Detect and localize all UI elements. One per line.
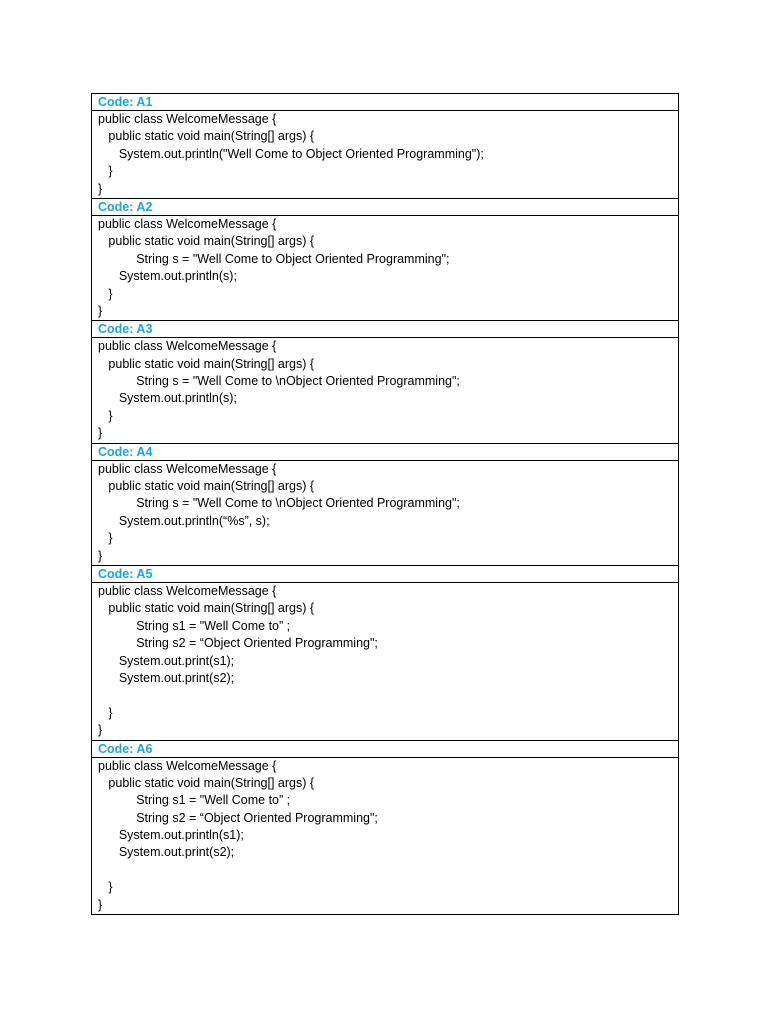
code-line: System.out.println(s1); [98, 828, 244, 843]
code-line: public static void main(String[] args) { [98, 234, 315, 249]
code-line: System.out.println(“%s”, s); [98, 513, 270, 528]
code-label: Code: A4 [92, 443, 679, 460]
code-block [92, 215, 679, 320]
code-line: System.out.println(s); [98, 391, 237, 406]
code-line: System.out.println(s); [98, 269, 237, 284]
code-body-row [92, 757, 679, 915]
code-label-row [92, 443, 679, 460]
code-line: public class WelcomeMessage { [98, 461, 277, 476]
code-label-row [92, 565, 679, 582]
code-line: public static void main(String[] args) { [98, 356, 315, 371]
code-label: Code: A5 [92, 565, 679, 582]
code-line: } [98, 531, 113, 546]
code-line: String s1 = "Well Come to” ; [98, 793, 291, 808]
code-line: } [98, 426, 103, 441]
code-line: public static void main(String[] args) { [98, 601, 315, 616]
code-body-row [92, 111, 679, 199]
code-line: } [98, 705, 113, 720]
code-block [92, 582, 679, 740]
code-block [92, 111, 679, 199]
code-label: Code: A2 [92, 198, 679, 215]
code-body-row [92, 215, 679, 320]
code-body-row [92, 460, 679, 565]
code-line: String s = "Well Come to \nObject Oriented Programming"; [98, 496, 460, 511]
code-line: } [98, 548, 103, 563]
code-line: public class WelcomeMessage { [98, 112, 277, 126]
code-label-row [92, 740, 679, 757]
code-line: public static void main(String[] args) { [98, 479, 315, 494]
code-body-row [92, 338, 679, 443]
code-line: public class WelcomeMessage { [98, 216, 277, 231]
code-line: System.out.println("Well Come to Object Oriented Programming"); [98, 146, 484, 161]
code-line: } [98, 723, 103, 738]
code-line: String s2 = “Object Oriented Programming"; [98, 810, 378, 825]
code-block [92, 338, 679, 443]
code-line: } [98, 303, 103, 318]
code-label: Code: A6 [92, 740, 679, 757]
code-label: Code: A3 [92, 321, 679, 338]
code-line: String s2 = “Object Oriented Programming"; [98, 636, 378, 651]
code-label: Code: A1 [92, 94, 679, 111]
code-line: System.out.print(s2); [98, 845, 235, 860]
code-line [98, 862, 672, 879]
code-line: public static void main(String[] args) { [98, 775, 315, 790]
code-line: } [98, 164, 113, 179]
code-line: public static void main(String[] args) { [98, 129, 315, 144]
code-line: String s = "Well Come to \nObject Oriented Programming"; [98, 374, 460, 389]
code-line [98, 687, 672, 704]
code-line: public class WelcomeMessage { [98, 758, 277, 773]
code-block [92, 757, 679, 915]
code-label-row [92, 198, 679, 215]
code-line: } [98, 181, 103, 196]
code-label-row [92, 94, 679, 111]
code-block [92, 460, 679, 565]
code-line: } [98, 408, 113, 423]
code-body-row [92, 582, 679, 740]
code-listing-table [91, 93, 679, 915]
code-line: System.out.print(s1); [98, 653, 235, 668]
code-line: String s = "Well Come to Object Oriented Programming"; [98, 251, 450, 266]
code-label-row [92, 321, 679, 338]
code-line: public class WelcomeMessage { [98, 339, 277, 354]
code-line: System.out.print(s2); [98, 670, 235, 685]
code-line: String s1 = "Well Come to” ; [98, 618, 291, 633]
code-line: } [98, 880, 113, 895]
code-listing-body [92, 94, 679, 915]
code-line: } [98, 897, 103, 912]
code-line: } [98, 286, 113, 301]
code-line: public class WelcomeMessage { [98, 583, 277, 598]
